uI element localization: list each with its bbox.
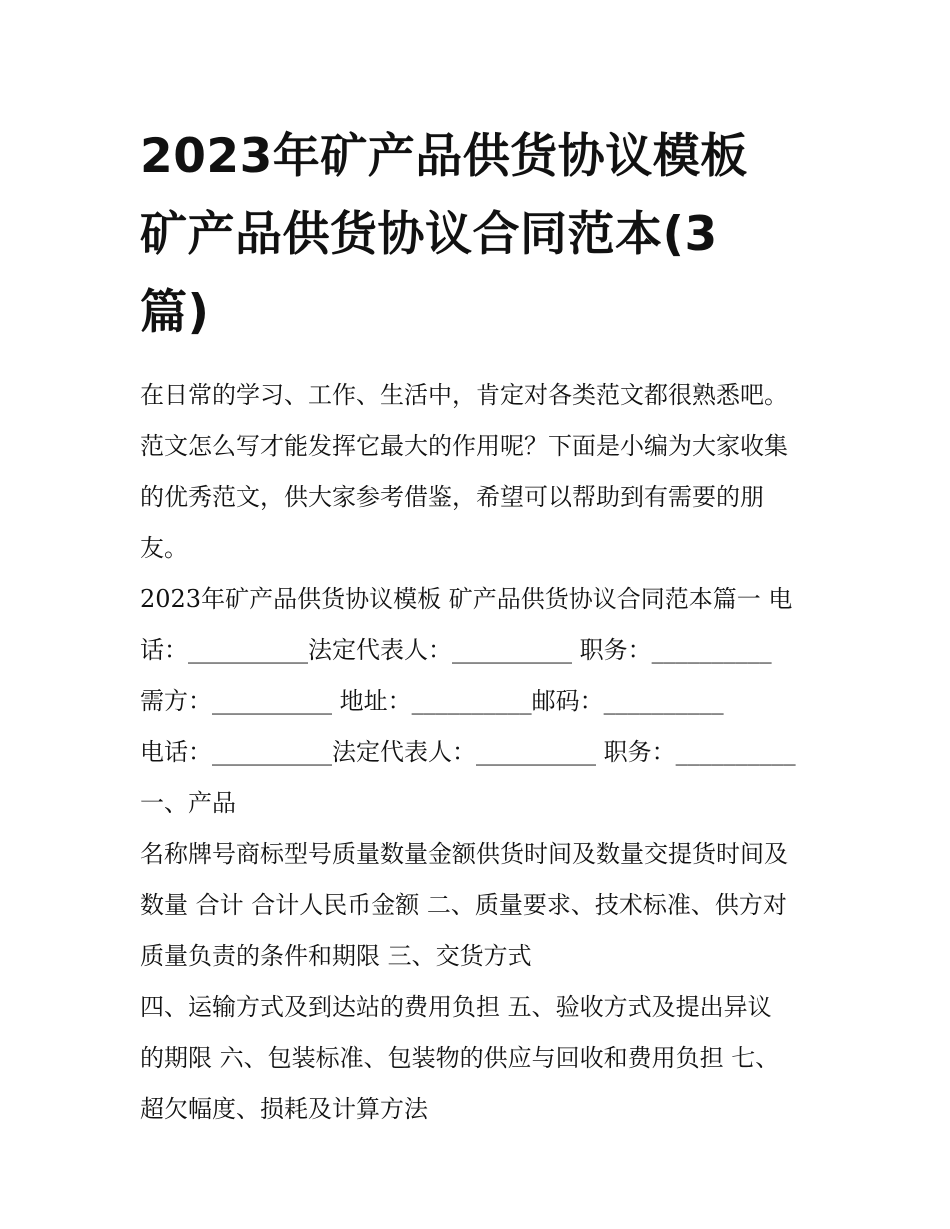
intro-paragraph — [140, 370, 820, 574]
title-line: 2023年矿产品供货协议模板 — [140, 129, 748, 184]
buyer-address-line: 需方：__________ 地址：__________邮码：__________ — [140, 687, 724, 715]
clause-line: 数量 合计 合计人民币金额 二、质量要求、技术标准、供方对 — [140, 891, 787, 919]
intro-line: 友。 — [140, 534, 188, 562]
contract-header-paragraph — [140, 574, 820, 676]
clause-line: 质量负责的条件和期限 三、交货方式 — [140, 942, 532, 970]
buyer-address-paragraph — [140, 676, 820, 727]
clauses-paragraph — [140, 829, 820, 982]
buyer-contact-paragraph — [140, 727, 820, 778]
supplier-info-line: 话：__________法定代表人：__________ 职务：__________ — [140, 636, 772, 664]
buyer-contact-line: 电话：__________法定代表人：__________ 职务：__________ — [140, 738, 796, 766]
document-page — [140, 118, 820, 1135]
terms-line: 超欠幅度、损耗及计算方法 — [140, 1095, 428, 1123]
document-body — [140, 370, 820, 1135]
terms-line: 四、运输方式及到达站的费用负担 五、验收方式及提出异议 — [140, 993, 772, 1021]
section-product-line: 一、产品 — [140, 789, 236, 817]
intro-line: 的优秀范文，供大家参考借鉴，希望可以帮助到有需要的朋 — [140, 483, 764, 511]
terms-paragraph — [140, 982, 820, 1135]
terms-line: 的期限 六、包装标准、包装物的供应与回收和费用负担 七、 — [140, 1044, 780, 1072]
contract-heading-line: 2023年矿产品供货协议模板 矿产品供货协议合同范本篇一 电 — [140, 585, 793, 613]
intro-line: 在日常的学习、工作、生活中，肯定对各类范文都很熟悉吧。 — [140, 381, 788, 409]
title-line: 矿产品供货协议合同范本(3 — [140, 207, 718, 262]
title-line: 篇) — [140, 285, 210, 340]
document-title — [140, 118, 820, 352]
section-product-heading — [140, 778, 820, 829]
clause-line: 名称牌号商标型号质量数量金额供货时间及数量交提货时间及 — [140, 840, 788, 868]
intro-line: 范文怎么写才能发挥它最大的作用呢？下面是小编为大家收集 — [140, 432, 788, 460]
